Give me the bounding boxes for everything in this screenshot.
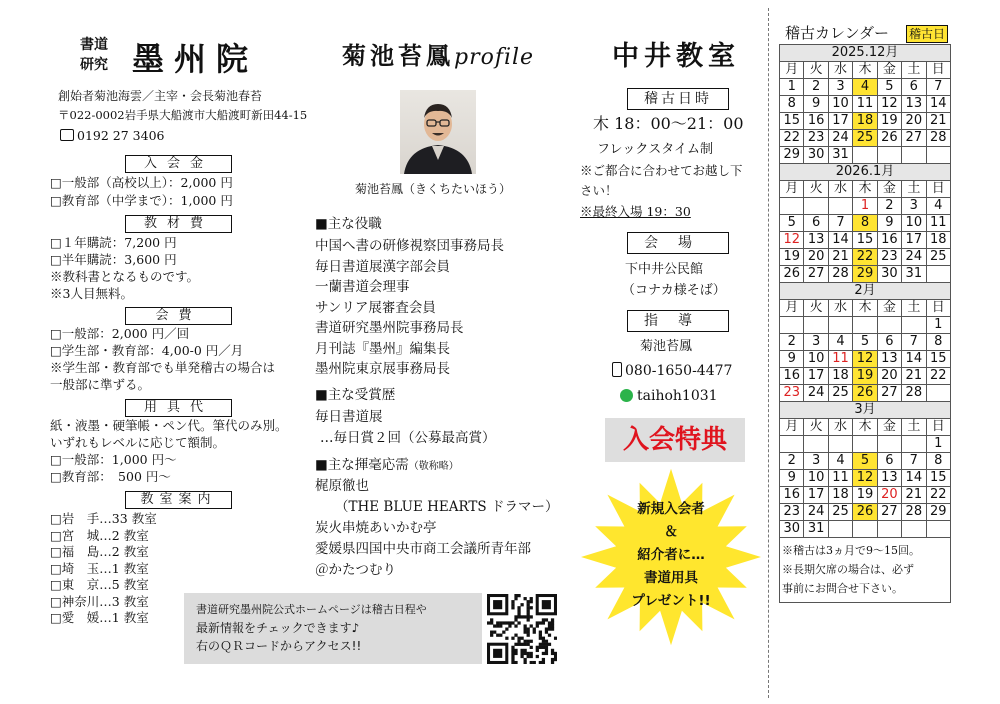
calendar-day: 22 xyxy=(926,368,950,385)
calendar-weekday: 金 xyxy=(877,181,901,198)
teacher-title: 指導 xyxy=(627,310,729,332)
calendar-day: 2 xyxy=(780,453,804,470)
calendar-day: 26 xyxy=(780,266,804,283)
calendar-day: 17 xyxy=(804,368,828,385)
calendar-note: ※稽古は3ヵ月で9～15回。 xyxy=(782,544,920,557)
calendar-day: 15 xyxy=(926,351,950,368)
school-name: 墨州院 xyxy=(132,40,259,78)
calendar-weekday: 日 xyxy=(926,300,950,317)
fee-line: ※学生部・教育部でも単発稽古の場合は xyxy=(50,360,276,375)
calendar-day: 19 xyxy=(780,249,804,266)
qr-code-icon xyxy=(487,594,557,664)
calendar-day: 26 xyxy=(853,385,877,402)
calendar-weekday: 木 xyxy=(853,300,877,317)
burst-line: 紹介者に… xyxy=(637,547,705,563)
calendar-day: 9 xyxy=(877,215,901,232)
calendar-day: 25 xyxy=(926,249,950,266)
calendar-day: 27 xyxy=(902,130,926,147)
works-title-main: ■主な揮毫応需 xyxy=(315,457,409,473)
works-title xyxy=(315,455,459,478)
material-title: 教材費 xyxy=(125,215,232,233)
starburst xyxy=(577,465,765,650)
calendar-day xyxy=(926,385,950,402)
calendar-day xyxy=(902,436,926,453)
calendar-day: 30 xyxy=(877,266,901,283)
burst-line: プレゼント!! xyxy=(631,593,711,609)
calendar-day: 10 xyxy=(804,470,828,487)
calendar-day: 8 xyxy=(853,215,877,232)
calendar-day xyxy=(902,521,926,538)
last-entry: ※最終入場 19：30 xyxy=(580,204,691,219)
calendar-day: 16 xyxy=(804,113,828,130)
calendar-day xyxy=(780,317,804,334)
tools-line: □教育部： 500 円～ xyxy=(50,469,171,484)
calendar-day: 24 xyxy=(828,130,852,147)
calendar-day: 10 xyxy=(828,96,852,113)
homepage-line: 書道研究墨州院公式ホームページは稽古日程や xyxy=(196,603,427,616)
class-line: □東 京…5 教室 xyxy=(50,577,149,592)
calendar-day: 8 xyxy=(780,96,804,113)
calendar-day: 3 xyxy=(828,79,852,96)
calendar-month-label: 2025.12月 xyxy=(780,45,951,62)
calendar-day xyxy=(828,198,852,215)
tools-title: 用具代 xyxy=(125,399,232,417)
line-id: taihoh1031 xyxy=(637,388,718,404)
calendar-day: 22 xyxy=(780,130,804,147)
calendar-day: 17 xyxy=(902,232,926,249)
tools-line: いずれもレベルに応じて額制。 xyxy=(50,435,226,450)
calendar-day: 18 xyxy=(926,232,950,249)
calendar-day: 5 xyxy=(780,215,804,232)
calendar-note: ※長期欠席の場合は、必ず xyxy=(782,563,914,576)
calendar-title: 稽古カレンダー xyxy=(785,24,890,42)
calendar-day: 5 xyxy=(853,334,877,351)
burst-line: 書道用具 xyxy=(644,570,698,586)
profile-title xyxy=(342,36,534,71)
class-line: □岩 手…33 教室 xyxy=(50,511,157,526)
calendar-day: 31 xyxy=(902,266,926,283)
calendar-day: 30 xyxy=(804,147,828,164)
calendar-month-label: 2026.1月 xyxy=(780,164,951,181)
calendar-day: 2 xyxy=(804,79,828,96)
phone-icon xyxy=(60,129,74,141)
calendar-day: 10 xyxy=(902,215,926,232)
fee-line: □学生部・教育部：4,00-0 円／月 xyxy=(50,343,244,358)
award-item: …毎日賞２回（公募最高賞） xyxy=(320,430,496,446)
calendar-weekday: 金 xyxy=(877,300,901,317)
calendar-weekday: 日 xyxy=(926,419,950,436)
enroll-line: □一般部（高校以上）：2,000 円 xyxy=(50,175,233,190)
calendar-day: 26 xyxy=(877,130,901,147)
calendar-day: 28 xyxy=(902,504,926,521)
calendar-day: 7 xyxy=(828,215,852,232)
calendar-day xyxy=(926,266,950,283)
calendar-day: 9 xyxy=(804,96,828,113)
calendar-day: 19 xyxy=(877,113,901,130)
calendar-note: 事前にお問合せ下さい。 xyxy=(782,582,903,595)
calendar-day: 22 xyxy=(926,487,950,504)
calendar-day: 9 xyxy=(780,470,804,487)
calendar-day: 12 xyxy=(780,232,804,249)
qr-code[interactable] xyxy=(487,594,557,664)
venue-title: 会場 xyxy=(627,232,729,254)
role-item: 月刊誌『墨州』編集長 xyxy=(315,340,450,357)
venue-name: 下中井公民館 xyxy=(625,262,704,277)
venue-note: （コナカ様そば） xyxy=(622,283,726,298)
tools-line: □一般部：1,000 円～ xyxy=(50,452,177,467)
role-item: 中国へ書の研修視察団事務局長 xyxy=(315,238,504,254)
calendar-day: 28 xyxy=(828,266,852,283)
calendar-day: 13 xyxy=(804,232,828,249)
calendar-weekday: 月 xyxy=(780,300,804,317)
calendar-day: 14 xyxy=(926,96,950,113)
tools-line: 紙・液墨・硬筆帳・ペン代。筆代のみ別。 xyxy=(50,418,288,433)
calendar-day xyxy=(926,521,950,538)
schedule-title: 稽古日時 xyxy=(627,88,729,110)
calendar-day: 6 xyxy=(877,453,901,470)
calendar-day: 5 xyxy=(877,79,901,96)
calendar-day: 3 xyxy=(902,198,926,215)
calendar-day: 24 xyxy=(902,249,926,266)
calendar-day: 28 xyxy=(926,130,950,147)
calendar-day: 29 xyxy=(853,266,877,283)
calendar-day: 6 xyxy=(804,215,828,232)
material-line: ※3人目無料。 xyxy=(50,286,133,301)
calendar-day: 22 xyxy=(853,249,877,266)
awards-title: ■主な受賞歴 xyxy=(315,387,396,403)
material-line: □半年購読：3,600 円 xyxy=(50,252,177,267)
burst-text xyxy=(577,498,765,613)
fee-line: 一般部に準ずる。 xyxy=(50,377,151,392)
role-item: 毎日書道展漢字部会員 xyxy=(315,258,450,275)
header-small-1: 書道 xyxy=(80,37,108,53)
calendar-weekday: 水 xyxy=(828,181,852,198)
person-portrait-icon xyxy=(400,90,476,174)
calendar-weekday: 月 xyxy=(780,62,804,79)
calendar-day: 8 xyxy=(926,453,950,470)
calendar-month-label: 3月 xyxy=(780,402,951,419)
profile-photo xyxy=(400,90,476,174)
mobile-phone-icon xyxy=(612,362,622,377)
calendar-day: 21 xyxy=(926,113,950,130)
calendar-day: 20 xyxy=(902,113,926,130)
burst-line: ＆ xyxy=(664,524,678,540)
calendar-day: 29 xyxy=(926,504,950,521)
calendar-day: 7 xyxy=(902,334,926,351)
profile-title-en: profile xyxy=(454,45,535,70)
calendar-weekday: 木 xyxy=(853,62,877,79)
calendar-day xyxy=(877,317,901,334)
address-line: 〒022-0002岩手県大船渡市大船渡町新田44-15 xyxy=(58,108,308,122)
calendar-weekday: 日 xyxy=(926,181,950,198)
calendar-day xyxy=(853,147,877,164)
work-item: ＠かたつむり xyxy=(315,562,396,578)
homepage-line: 最新情報をチェックできます♪ xyxy=(196,621,360,635)
header-small-label xyxy=(80,35,108,75)
calendar-day: 3 xyxy=(804,334,828,351)
calendar-weekday: 金 xyxy=(877,62,901,79)
calendar-day: 11 xyxy=(828,470,852,487)
calendar-day: 4 xyxy=(926,198,950,215)
calendar-day: 9 xyxy=(780,351,804,368)
tel-number: 080-1650-4477 xyxy=(625,363,733,379)
calendar-weekday: 木 xyxy=(853,181,877,198)
calendar-day xyxy=(853,317,877,334)
calendar-day: 31 xyxy=(804,521,828,538)
calendar-day: 19 xyxy=(853,487,877,504)
calendar-legend: 稽古日 xyxy=(906,25,948,43)
fee-line: □一般部：2,000 円／回 xyxy=(50,326,190,341)
calendar-weekday: 金 xyxy=(877,419,901,436)
calendar-day: 23 xyxy=(780,385,804,402)
calendar-day: 6 xyxy=(902,79,926,96)
calendar-day xyxy=(804,317,828,334)
note-line-1: ※ご都合に合わせてお越し下 xyxy=(580,163,743,178)
calendar-day: 11 xyxy=(926,215,950,232)
calendar-day: 15 xyxy=(780,113,804,130)
calendar-weekday: 火 xyxy=(804,62,828,79)
class-line: □愛 媛…1 教室 xyxy=(50,610,149,625)
calendar-day: 25 xyxy=(853,130,877,147)
calendar-weekday: 土 xyxy=(902,419,926,436)
calendar-day xyxy=(902,317,926,334)
calendar-day xyxy=(828,436,852,453)
calendar-day: 25 xyxy=(828,504,852,521)
calendar-day: 2 xyxy=(877,198,901,215)
calendar-day: 26 xyxy=(853,504,877,521)
calendar-day xyxy=(877,436,901,453)
calendar-day: 27 xyxy=(804,266,828,283)
calendar-day: 25 xyxy=(828,385,852,402)
calendar-day xyxy=(902,147,926,164)
calendar-day: 27 xyxy=(877,385,901,402)
work-item: 愛媛県四国中央市商工会議所青年部 xyxy=(315,541,531,557)
calendar-day xyxy=(780,436,804,453)
calendar-day: 7 xyxy=(926,79,950,96)
calendar-day: 18 xyxy=(853,113,877,130)
calendar-day xyxy=(804,436,828,453)
calendar-day: 4 xyxy=(853,79,877,96)
calendar-day: 16 xyxy=(780,368,804,385)
calendar-weekday: 木 xyxy=(853,419,877,436)
calendar-day: 10 xyxy=(804,351,828,368)
flex-time: フレックスタイム制 xyxy=(597,142,713,157)
phone-line xyxy=(60,127,164,144)
homepage-banner xyxy=(184,593,482,664)
calendar-day: 4 xyxy=(828,334,852,351)
enroll-title: 入会金 xyxy=(125,155,232,173)
calendar-day: 7 xyxy=(902,453,926,470)
calendar-day xyxy=(828,317,852,334)
role-item: 一蘭書道会理事 xyxy=(315,279,410,295)
calendar-day: 21 xyxy=(902,368,926,385)
enroll-line: □教育部（中学まで）：1,000 円 xyxy=(50,193,233,208)
calendar-day: 2 xyxy=(780,334,804,351)
calendar-weekday: 土 xyxy=(902,300,926,317)
calendar-day xyxy=(877,521,901,538)
material-line: □１年購読：7,200 円 xyxy=(50,235,177,250)
calendar-day: 11 xyxy=(828,351,852,368)
calendar-day: 27 xyxy=(877,504,901,521)
role-item: 墨州院東京展事務局長 xyxy=(315,361,450,377)
calendar-day xyxy=(804,198,828,215)
calendar-day: 18 xyxy=(828,487,852,504)
calendar-day: 28 xyxy=(902,385,926,402)
class-title: 教室案内 xyxy=(125,491,232,509)
calendar-day: 14 xyxy=(828,232,852,249)
calendar-day: 16 xyxy=(780,487,804,504)
fold-line xyxy=(768,8,769,698)
calendar-day: 21 xyxy=(902,487,926,504)
calendar-day: 14 xyxy=(902,470,926,487)
calendar-day: 31 xyxy=(828,147,852,164)
calendar-weekday: 月 xyxy=(780,419,804,436)
line-id-line xyxy=(620,388,718,405)
calendar-day: 17 xyxy=(804,487,828,504)
founder-line: 創始者菊池海雲／主宰・会長菊池春苔 xyxy=(58,89,263,103)
calendar-day xyxy=(926,147,950,164)
line-app-icon xyxy=(620,389,633,402)
calendar-day: 8 xyxy=(926,334,950,351)
calendar-month-label: 2月 xyxy=(780,283,951,300)
calendar-notes xyxy=(779,538,951,603)
phone-number: 0192 27 3406 xyxy=(77,128,165,143)
schedule-time: 木 18：00～21：00 xyxy=(593,114,744,133)
award-item: 毎日書道展 xyxy=(315,409,383,425)
work-item: 梶原徹也 xyxy=(315,478,369,494)
calendar-day xyxy=(780,198,804,215)
fee-title: 会費 xyxy=(125,307,232,325)
calendar-day: 5 xyxy=(853,453,877,470)
calendar-day: 30 xyxy=(780,521,804,538)
class-name-title: 中井教室 xyxy=(612,41,740,72)
profile-caption: 菊池苔鳳（きくちたいほう） xyxy=(355,182,512,196)
calendar-weekday: 水 xyxy=(828,300,852,317)
calendar-weekday: 火 xyxy=(804,419,828,436)
works-title-note: （敬称略） xyxy=(408,461,459,472)
calendar-weekday: 日 xyxy=(926,62,950,79)
calendar-weekday: 火 xyxy=(804,181,828,198)
benefit-banner: 入会特典 xyxy=(605,418,745,462)
calendar-day xyxy=(853,521,877,538)
calendar-day: 14 xyxy=(902,351,926,368)
teacher-name: 菊池苔鳳 xyxy=(640,339,693,354)
calendar-day: 12 xyxy=(853,470,877,487)
calendar-weekday: 水 xyxy=(828,62,852,79)
calendar-weekday: 水 xyxy=(828,419,852,436)
class-line: □埼 玉…1 教室 xyxy=(50,560,149,576)
calendar-day: 15 xyxy=(853,232,877,249)
class-line: □宮 城…2 教室 xyxy=(50,527,149,543)
work-item: 炭火串焼あいかむ亭 xyxy=(315,520,437,536)
calendar-day: 18 xyxy=(828,368,852,385)
calendar-day: 16 xyxy=(877,232,901,249)
calendar-day xyxy=(877,147,901,164)
calendar-day: 12 xyxy=(877,96,901,113)
calendar-day: 11 xyxy=(853,96,877,113)
material-line: ※教科書となるものです。 xyxy=(50,269,200,284)
calendar-day: 1 xyxy=(926,317,950,334)
header-small-2: 研究 xyxy=(80,57,108,73)
work-item: （THE BLUE HEARTS ドラマー） xyxy=(335,499,559,515)
calendar-day: 23 xyxy=(804,130,828,147)
role-item: サンリア展審査会員 xyxy=(315,299,436,316)
calendar-day: 20 xyxy=(877,368,901,385)
calendar-day: 19 xyxy=(853,368,877,385)
calendar-weekday: 土 xyxy=(902,62,926,79)
calendar-day: 23 xyxy=(877,249,901,266)
calendar-day: 12 xyxy=(853,351,877,368)
calendar-day: 24 xyxy=(804,385,828,402)
calendar-weekday: 土 xyxy=(902,181,926,198)
homepage-line: 右のＱＲコードからアクセス!! xyxy=(196,639,362,653)
role-item: 書道研究墨州院事務局長 xyxy=(315,320,464,336)
calendar-day xyxy=(828,521,852,538)
calendar-day: 1 xyxy=(926,436,950,453)
calendar-day: 15 xyxy=(926,470,950,487)
calendar-day: 13 xyxy=(902,96,926,113)
calendar-day: 20 xyxy=(804,249,828,266)
calendar xyxy=(779,44,951,538)
calendar-day: 24 xyxy=(804,504,828,521)
calendar-day: 23 xyxy=(780,504,804,521)
calendar-day: 6 xyxy=(877,334,901,351)
calendar-day: 13 xyxy=(877,351,901,368)
calendar-weekday: 火 xyxy=(804,300,828,317)
calendar-day xyxy=(853,436,877,453)
calendar-day: 3 xyxy=(804,453,828,470)
tel-line xyxy=(612,362,732,380)
class-line: □神奈川…3 教室 xyxy=(50,593,149,609)
calendar-day: 29 xyxy=(780,147,804,164)
note-line-2: さい！ xyxy=(580,183,618,198)
calendar-day: 4 xyxy=(828,453,852,470)
burst-line: 新規入会者 xyxy=(637,501,705,517)
calendar-day: 17 xyxy=(828,113,852,130)
calendar-day: 20 xyxy=(877,487,901,504)
roles-title: ■主な役職 xyxy=(315,216,382,232)
class-line: □福 島…2 教室 xyxy=(50,544,149,559)
calendar-day: 1 xyxy=(780,79,804,96)
calendar-weekday: 月 xyxy=(780,181,804,198)
calendar-day: 1 xyxy=(853,198,877,215)
calendar-day: 13 xyxy=(877,470,901,487)
calendar-day: 21 xyxy=(828,249,852,266)
profile-title-jp: 菊池苔鳳 xyxy=(342,41,454,70)
